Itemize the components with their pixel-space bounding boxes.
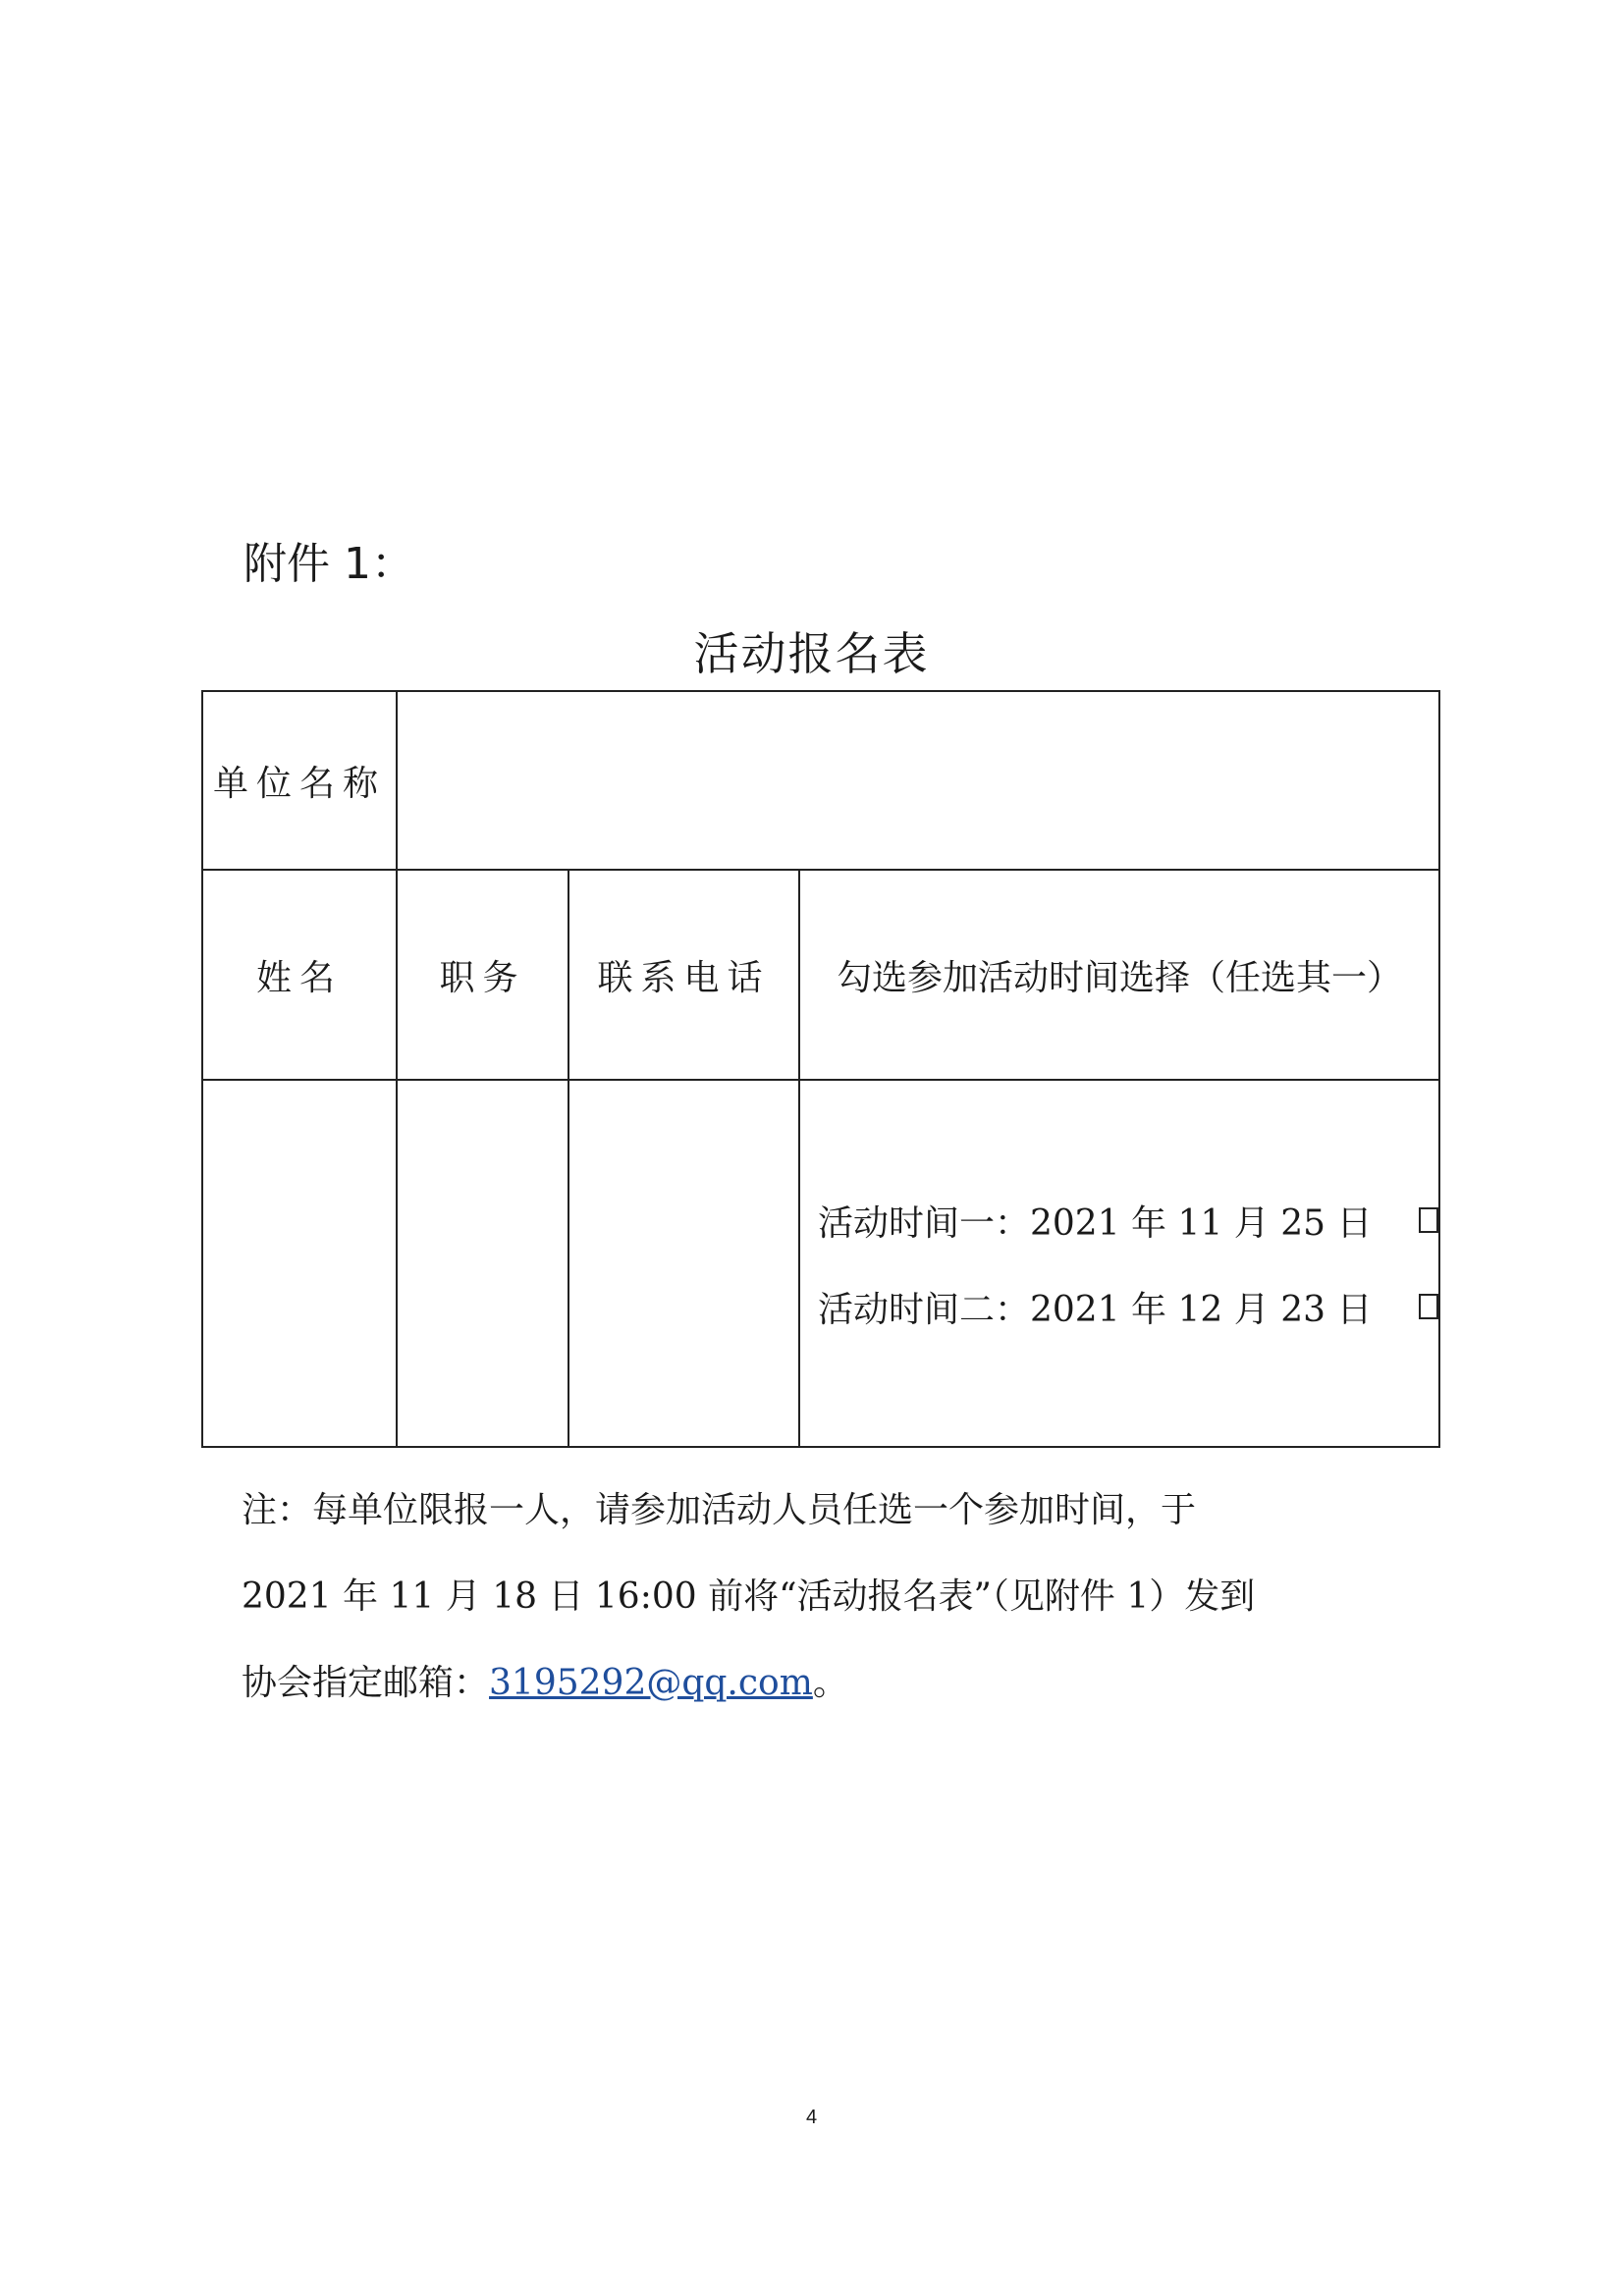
note-line-3 (242, 1640, 1400, 1727)
form-title: 活动报名表 (693, 627, 930, 680)
note-line-3-prefix: 协会指定邮箱： (242, 1663, 490, 1703)
email-link[interactable]: 3195292@qq.com (489, 1663, 813, 1703)
phone-field[interactable] (568, 1080, 799, 1447)
attachment-label: 附件 1： (243, 539, 414, 589)
option-time-1 (818, 1177, 1438, 1263)
unit-name-label: 单位名称 (202, 691, 397, 870)
option-time-1-checkbox[interactable] (1419, 1207, 1438, 1233)
page-number: 4 (805, 2107, 818, 2128)
entry-row (202, 1080, 1439, 1447)
header-row (202, 870, 1439, 1080)
unit-name-field[interactable] (397, 691, 1439, 870)
note (242, 1468, 1400, 1727)
position-field[interactable] (397, 1080, 568, 1447)
unit-row (202, 691, 1439, 870)
header-position: 职务 (397, 870, 568, 1080)
option-time-1-label: 活动时间一：2021 年 11 月 25 日 (818, 1202, 1373, 1244)
header-time-select: 勾选参加活动时间选择（任选其一） (799, 870, 1439, 1080)
header-name: 姓名 (202, 870, 397, 1080)
option-time-2-label: 活动时间二：2021 年 12 月 23 日 (818, 1289, 1373, 1330)
header-phone: 联系电话 (568, 870, 799, 1080)
option-time-2 (818, 1263, 1438, 1350)
option-time-2-checkbox[interactable] (1419, 1294, 1438, 1319)
time-options (799, 1080, 1439, 1447)
name-field[interactable] (202, 1080, 397, 1447)
note-line-2: 2021 年 11 月 18 日 16:00 前将“活动报名表”（见附件 1）发到 (242, 1576, 1256, 1617)
note-line-1: 注：每单位限报一人，请参加活动人员任选一个参加时间，于 (242, 1490, 1197, 1530)
note-line-3-suffix: 。 (812, 1663, 848, 1703)
registration-table (201, 690, 1440, 1448)
